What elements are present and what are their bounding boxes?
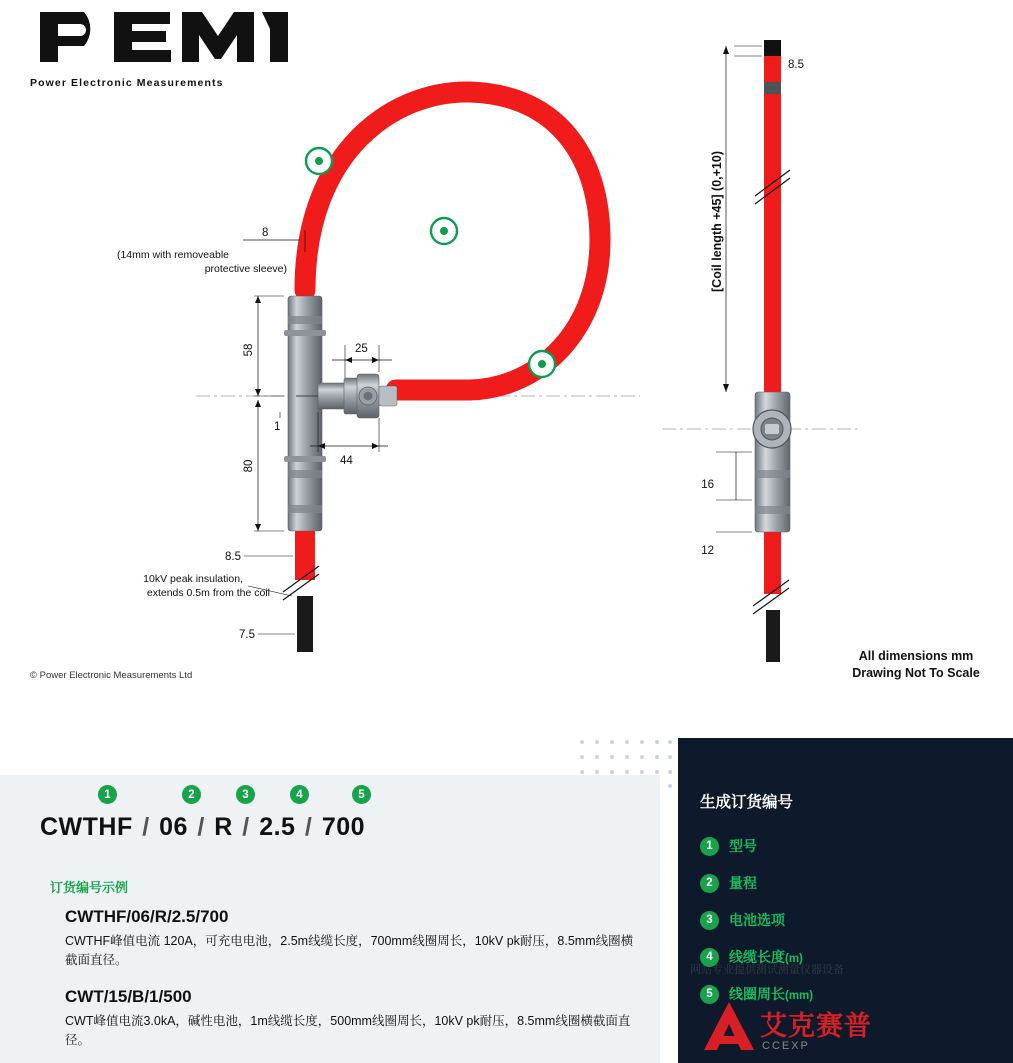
- order-badge-1: 1: [98, 785, 117, 804]
- legend-badge-3: 3: [700, 911, 719, 930]
- insulation-note-line1: 10kV peak insulation,: [143, 573, 243, 585]
- legend-title: 生成订货编号: [700, 794, 794, 811]
- legend-label-3-text: 电池选项: [729, 912, 785, 928]
- legend-item-2: [700, 873, 757, 893]
- sleeve-note-line2: protective sleeve): [204, 263, 287, 275]
- dim-25: 25: [355, 343, 368, 355]
- legend-item-1: [700, 836, 757, 856]
- legend-badge-1: 1: [700, 837, 719, 856]
- legend-label-1-text: 型号: [729, 838, 757, 854]
- order-code-part-model: CWTHF: [40, 813, 133, 841]
- legend-label-4-text: 线缆长度: [729, 949, 785, 965]
- order-code-part-range: 06: [159, 813, 188, 841]
- all-dimensions-line2: Drawing Not To Scale: [852, 665, 980, 680]
- legend-label-2: [729, 873, 757, 893]
- dim-16: 16: [701, 479, 714, 491]
- order-badge-3: 3: [236, 785, 255, 804]
- legend-label-3: [729, 910, 785, 930]
- dim-12: 12: [701, 545, 714, 557]
- order-code-sep-3: /: [242, 813, 250, 841]
- all-dimensions-line1: All dimensions mm: [858, 649, 974, 663]
- sleeve-note-line1: (14mm with removeable: [116, 249, 229, 261]
- example-title: 订货编号示例: [50, 880, 129, 895]
- order-code-badges: [40, 785, 460, 807]
- order-code-part-battery: R: [214, 813, 233, 841]
- order-code-part-cable: 2.5: [259, 813, 296, 841]
- legend-unit-4: (m): [785, 953, 803, 965]
- dim-right-8-5: 8.5: [788, 59, 804, 71]
- legend-label-5-text: 线圈周长: [729, 986, 785, 1002]
- watermark-text: 艾克赛普: [760, 1011, 872, 1041]
- dim-8: 8: [262, 227, 269, 239]
- example-2-code: CWT/15/B/1/500: [65, 987, 192, 1006]
- order-code-sep-2: /: [197, 813, 205, 841]
- order-badge-4: 4: [290, 785, 309, 804]
- example-1-code: CWTHF/06/R/2.5/700: [65, 907, 229, 926]
- insulation-note-line2: extends 0.5m from the coil: [146, 587, 270, 599]
- dim-1: 1: [274, 421, 281, 433]
- watermark-ghost-text: 网站专业提供测试测量仪器设备: [690, 964, 844, 976]
- dim-58: 58: [243, 343, 255, 357]
- example-1-desc: CWTHF峰值电流 120A，可充电电池，2.5m线缆长度，700mm线圈周长，10kV pk耐压，8.5mm线圈横截面直径。: [65, 934, 634, 968]
- legend-label-1: [729, 836, 757, 856]
- order-code-sep-4: /: [304, 813, 313, 841]
- watermark-sub: CCEXP: [762, 1040, 810, 1052]
- legend-label-2-text: 量程: [729, 875, 757, 891]
- drawing-copyright: © Power Electronic Measurements Ltd: [30, 670, 193, 681]
- order-code-string: [40, 813, 365, 842]
- legend-badge-2: 2: [700, 874, 719, 893]
- legend-badge-5: 5: [700, 985, 719, 1004]
- coil-marker-icon: [306, 148, 332, 174]
- dim-7-5: 7.5: [239, 629, 255, 641]
- coil-marker-icon: [431, 218, 457, 244]
- coil-marker-icon: [529, 351, 555, 377]
- example-item-2: [65, 987, 635, 1051]
- order-code-sep-1: /: [142, 813, 150, 841]
- order-code-panel: [0, 775, 660, 1063]
- watermark: [700, 1000, 1000, 1056]
- legend-item-3: [700, 910, 785, 930]
- legend-badge-4: 4: [700, 948, 719, 967]
- legend-unit-5: (mm): [785, 990, 814, 1002]
- all-dimensions-note: [836, 648, 996, 682]
- example-2-desc: CWT峰值电流3.0kA，碱性电池，1m线缆长度，500mm线圈周长，10kV pk耐压，8.5mm线圈横截面直径。: [65, 1014, 631, 1048]
- watermark-logo-icon: [700, 1000, 758, 1054]
- order-code-part-coil: 700: [321, 813, 366, 841]
- order-badge-2: 2: [182, 785, 201, 804]
- example-item-1: [65, 907, 635, 971]
- dim-80: 80: [243, 459, 255, 473]
- order-badge-5: 5: [352, 785, 371, 804]
- dim-44: 44: [340, 455, 353, 467]
- dim-8-5: 8.5: [225, 551, 241, 563]
- coil-length-label: [Coil length +45] (0,+10): [710, 150, 724, 292]
- logo-tagline: Power Electronic Measurements: [30, 77, 224, 89]
